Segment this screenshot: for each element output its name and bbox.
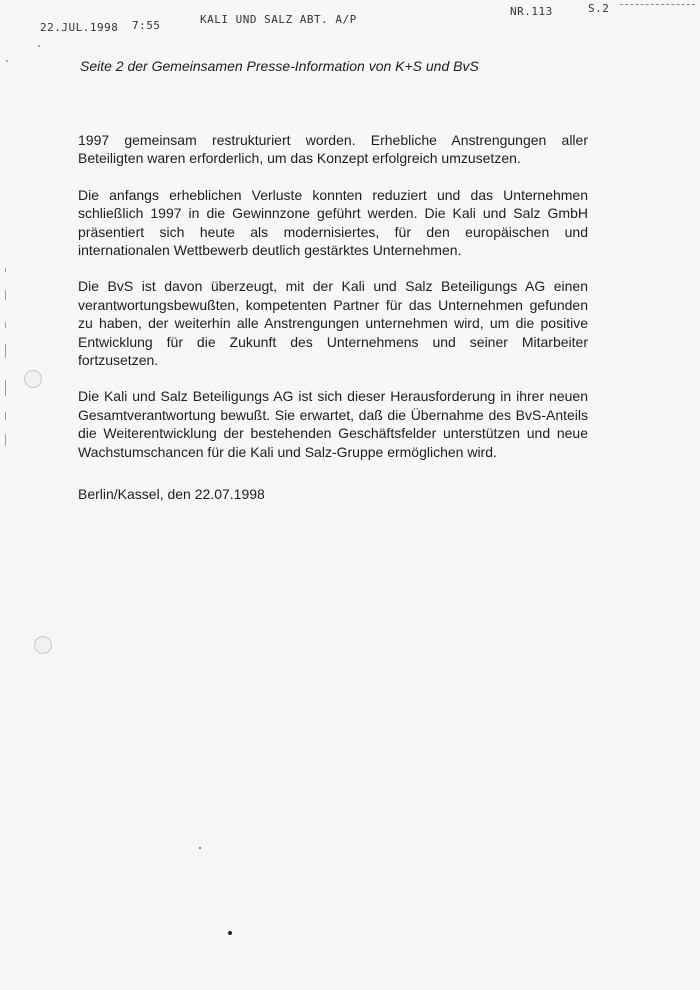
- paragraph: 1997 gemeinsam restrukturiert worden. Erhebliche Anstrengungen aller Beteiligten waren erforderlich, um das Konzept erfolgreich umzusetzen.: [78, 132, 588, 167]
- punch-hole: [34, 636, 52, 654]
- fax-number: NR.113: [510, 5, 553, 18]
- speck: [6, 60, 8, 62]
- punch-hole: [24, 370, 42, 388]
- speck: [228, 931, 232, 935]
- speck: [199, 847, 201, 849]
- paragraph: Die BvS ist davon überzeugt, mit der Kali und Salz Beteiligungs AG einen verantwortungsbewußten, kompetenten Partner für das Unternehmen gefunden zu haben, der weiterhin alle Anstrengungen unternehmen wird, um die positive Entwicklung für die Zukunft des Unternehmens und seiner Mitarbeiter fortzusetzen.: [78, 278, 588, 369]
- margin-mark: [5, 380, 6, 396]
- place-and-date: Berlin/Kassel, den 22.07.1998: [78, 486, 265, 503]
- margin-mark: [5, 434, 6, 446]
- margin-mark: [5, 412, 6, 420]
- fax-header-rule: [620, 4, 695, 6]
- margin-mark: [5, 322, 6, 328]
- page-subtitle: Seite 2 der Gemeinsamen Presse-Information von K+S und BvS: [80, 58, 479, 74]
- fax-time: 7:55: [132, 19, 161, 32]
- fax-header: [0, 0, 700, 34]
- speck: [38, 45, 40, 47]
- press-release-body: [78, 131, 588, 522]
- margin-mark: [5, 268, 6, 272]
- paragraph: Die Kali und Salz Beteiligungs AG ist sich dieser Herausforderung in ihrer neuen Gesamtverantwortung bewußt. Sie erwartet, daß die Übernahme des BvS-Anteils die Weiterentwicklung der bestehenden Geschäftsfelder unterstützen und neue Wachstumschancen für die Kali und Salz-Gruppe ermöglichen wird.: [78, 388, 588, 460]
- fax-date: 22.JUL.1998: [40, 21, 119, 34]
- fax-sender: KALI UND SALZ ABT. A/P: [200, 13, 357, 26]
- paragraph: Die anfangs erheblichen Verluste konnten reduziert und das Unternehmen schließlich 1997 in die Gewinnzone geführt werden. Die Kali und Salz GmbH präsentiert sich heute als modernisiertes, für den europäischen und internationalen Wettbewerb deutlich gestärktes Unternehmen.: [78, 186, 588, 259]
- fax-page-number: S.2: [588, 2, 610, 15]
- margin-mark: [5, 344, 6, 358]
- margin-mark: [5, 290, 6, 300]
